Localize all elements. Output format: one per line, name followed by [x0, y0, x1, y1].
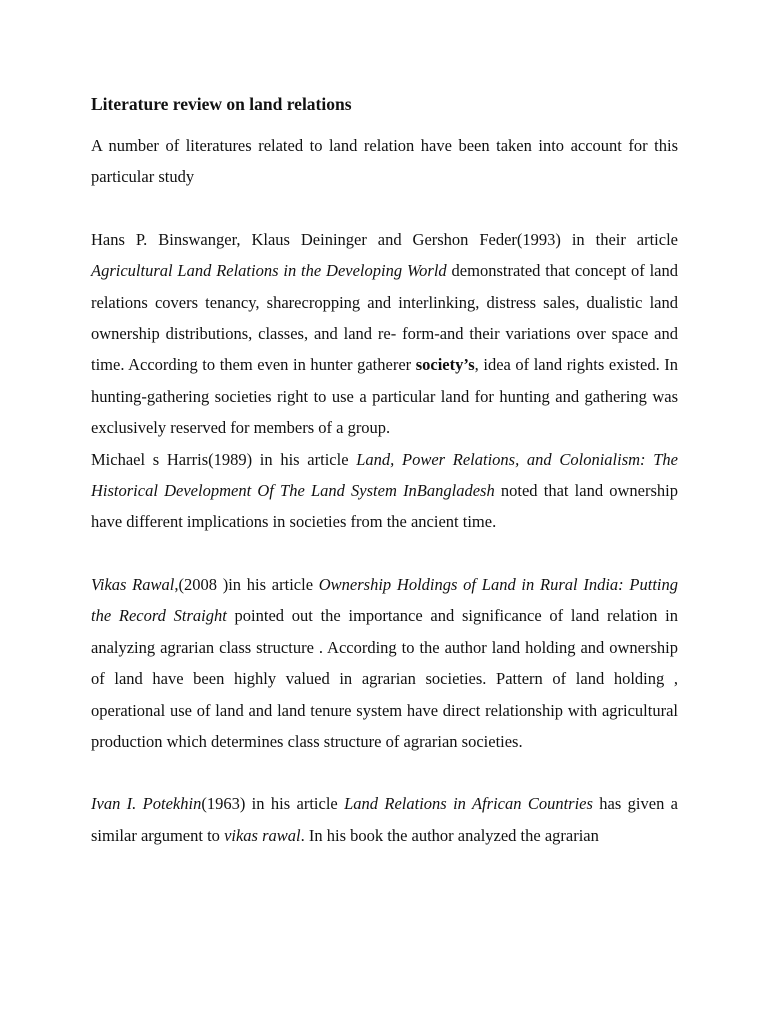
paragraph-rawal — [91, 569, 678, 757]
paragraph-harris — [91, 444, 678, 538]
text-span: noted that land ownership have different implications in societies from the ancient time. — [91, 481, 679, 532]
text-span: (1963) in his article — [201, 794, 345, 814]
text-span: . In his book the author analyzed the agrarian — [300, 825, 599, 845]
article-title: Land Relations in African Countries — [344, 794, 593, 814]
author-name: Ivan I. Potekhin — [91, 794, 202, 814]
text-span: , idea of land rights existed. In hunting-gathering societies right to use a particular land for hunting and gathering was exclusively reserved for members of a group. — [91, 355, 679, 438]
article-title: Agricultural Land Relations in the Developing World — [91, 261, 447, 281]
paragraph-binswanger — [91, 224, 678, 444]
author-name: Vikas Rawal — [91, 574, 175, 594]
article-title: Land, Power Relations, and Colonialism: The Historical Development Of The Land System InBangladesh — [91, 449, 678, 501]
text-span: Michael s Harris(1989) in his article — [91, 449, 357, 469]
article-title: Ownership Holdings of Land in Rural India: Putting the Record Straight — [91, 574, 678, 626]
author-name: vikas rawal — [224, 825, 301, 845]
text-span: ,(2008 )in his article — [174, 574, 319, 594]
text-span: pointed out the importance and significance of land relation in analyzing agrarian class structure . According to the author land holding and ownership of land have been highly valued in agrarian societies. Pattern of land holding , operational use of land and land tenure system have direct relationship with agricultural production which determines class structure of agrarian societies. — [91, 606, 678, 751]
document-page — [91, 92, 678, 851]
text-span: demonstrated that concept of land relations covers tenancy, sharecropping and interlinking, distress sales, dualistic land ownership distributions, classes, and land re- form-and their variations over space and time. According to them even in hunter gatherer — [91, 261, 678, 375]
text-span: has given a similar argument to — [91, 794, 679, 845]
paragraph-potekhin — [91, 788, 678, 851]
text-span: Hans P. Binswanger, Klaus Deininger and Gershon Feder(1993) in their article — [91, 229, 678, 249]
bold-term: society’s — [415, 355, 475, 375]
intro-paragraph: A number of literatures related to land relation have been taken into account for this particular study — [91, 136, 678, 187]
page-title: Literature review on land relations — [91, 94, 352, 114]
